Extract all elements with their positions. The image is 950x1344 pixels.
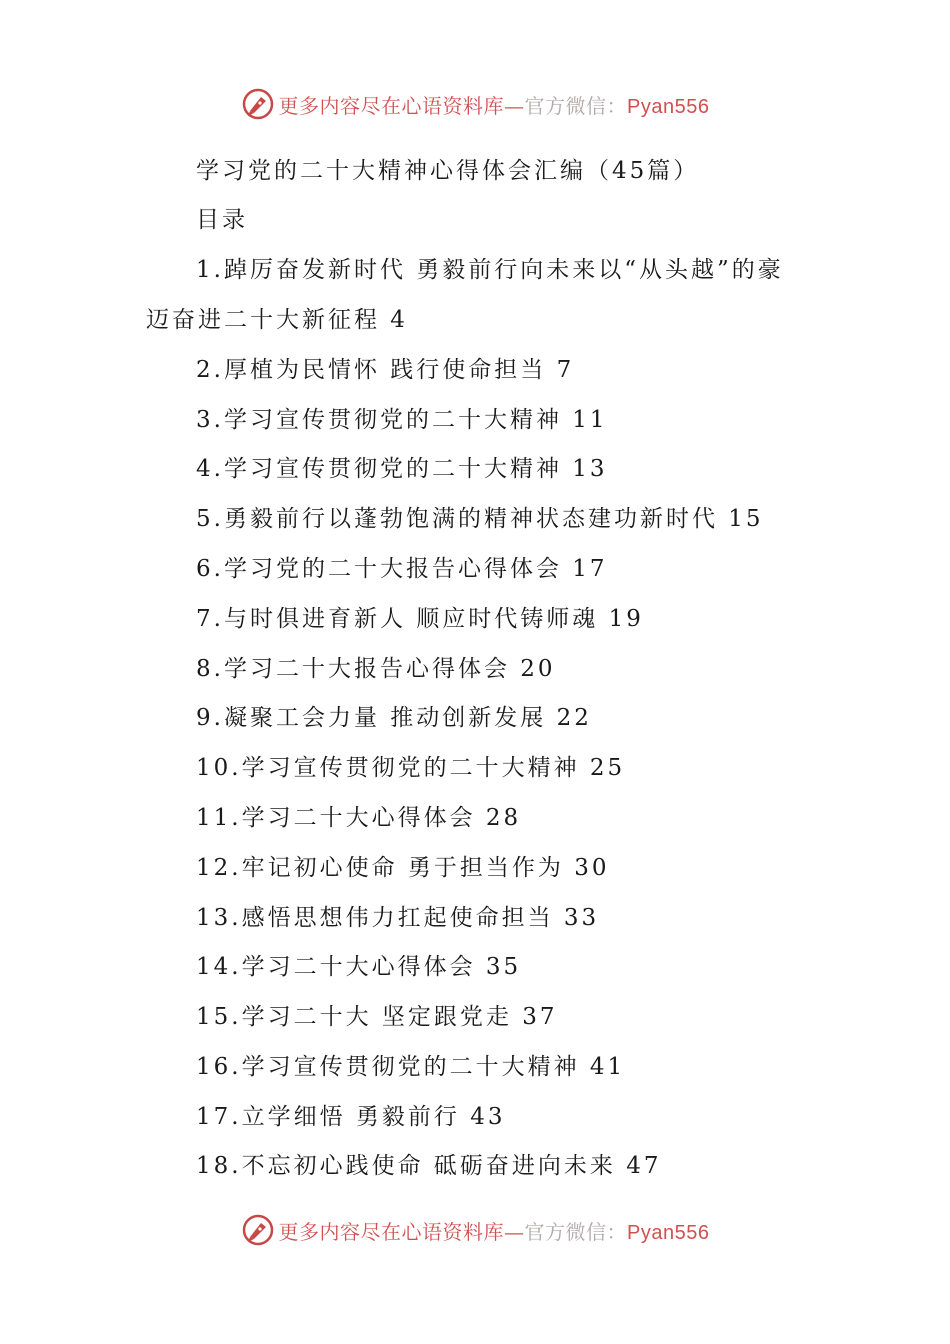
header-watermark-banner [0, 82, 950, 126]
toc-entry: 8.学习二十大报告心得体会 20 [196, 656, 556, 682]
banner-text [279, 90, 710, 119]
banner-wechat-id: Pyan556 [627, 95, 710, 118]
toc-entry: 11.学习二十大心得体会 28 [196, 805, 522, 831]
toc-heading: 目录 [196, 207, 248, 233]
banner-text [279, 1216, 710, 1245]
toc-entry: 9.凝聚工会力量 推动创新发展 22 [196, 705, 592, 731]
toc-entry-continuation: 迈奋进二十大新征程 4 [146, 307, 408, 333]
banner-wechat-label: 官方微信： [524, 1219, 628, 1244]
banner-wechat-id: Pyan556 [627, 1221, 710, 1244]
footer-watermark-banner [0, 1208, 950, 1252]
toc-entry: 2.厚植为民情怀 践行使命担当 7 [196, 357, 575, 383]
toc-entry: 15.学习二十大 坚定跟党走 37 [196, 1004, 558, 1030]
pen-nib-logo-icon [241, 1213, 275, 1247]
pen-nib-logo-icon [241, 87, 275, 121]
toc-entry: 16.学习宣传贯彻党的二十大精神 41 [196, 1054, 626, 1080]
toc-entry: 3.学习宣传贯彻党的二十大精神 11 [196, 407, 608, 433]
toc-entry: 7.与时俱进育新人 顺应时代铸师魂 19 [196, 606, 644, 632]
toc-entry: 18.不忘初心践使命 砥砺奋进向未来 47 [196, 1153, 662, 1179]
banner-dash: — [504, 1219, 525, 1244]
toc-entry: 4.学习宣传贯彻党的二十大精神 13 [196, 456, 608, 482]
toc-entry: 10.学习宣传贯彻党的二十大精神 25 [196, 755, 626, 781]
banner-wechat-label: 官方微信： [524, 93, 628, 118]
toc-entry: 1.踔厉奋发新时代 勇毅前行向未来以“从头越”的豪 [196, 257, 784, 283]
banner-main-text: 更多内容尽在心语资料库 [278, 93, 505, 118]
document-title: 学习党的二十大精神心得体会汇编（45篇） [196, 158, 700, 184]
toc-entry: 14.学习二十大心得体会 35 [196, 954, 522, 980]
toc-entry: 12.牢记初心使命 勇于担当作为 30 [196, 855, 610, 881]
banner-dash: — [504, 93, 525, 118]
toc-entry: 5.勇毅前行以蓬勃饱满的精神状态建功新时代 15 [196, 506, 764, 532]
toc-entry: 13.感悟思想伟力扛起使命担当 33 [196, 905, 600, 931]
toc-entry: 17.立学细悟 勇毅前行 43 [196, 1104, 506, 1130]
toc-entry: 6.学习党的二十大报告心得体会 17 [196, 556, 608, 582]
banner-main-text: 更多内容尽在心语资料库 [278, 1219, 505, 1244]
